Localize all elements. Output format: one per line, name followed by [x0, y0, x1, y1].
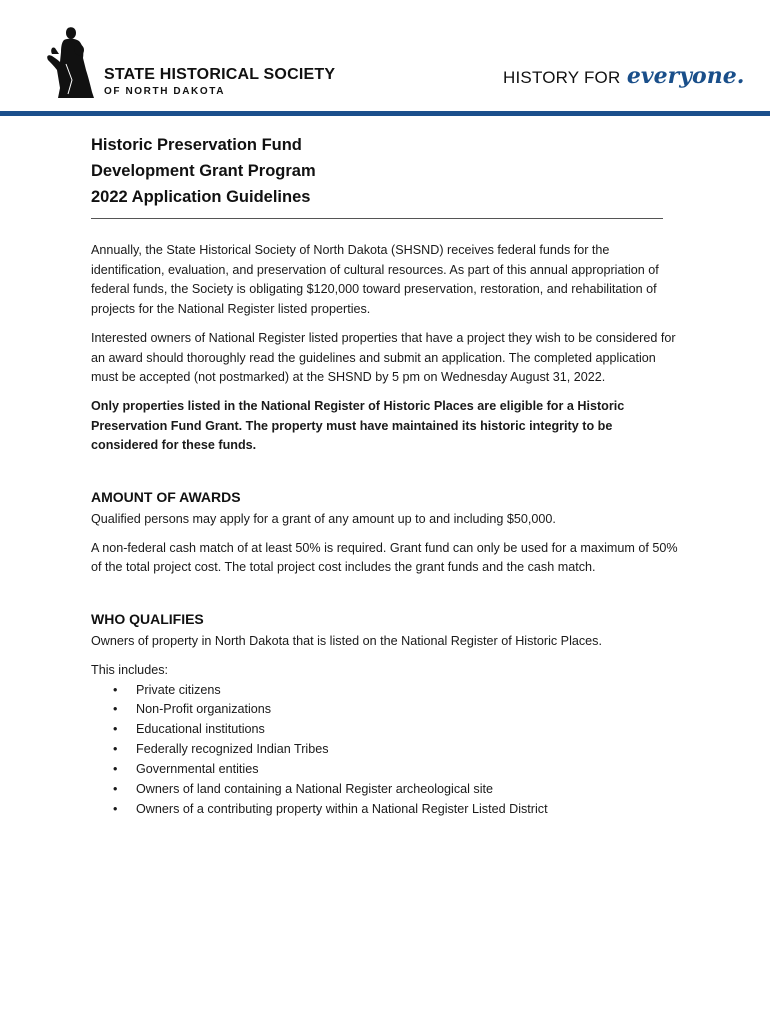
list-item-label: Owners of land containing a National Register archeological site	[136, 782, 494, 797]
title-line: Historic Preservation Fund	[91, 136, 302, 154]
bullet-icon: •	[113, 682, 118, 697]
amount-paragraph: A non-federal cash match of at least 50% is required. Grant fund can only be used for a maximum of 50% of the total project cost. The total project cost includes the grant funds and the cash match.	[91, 540, 678, 575]
list-item-label: Governmental entities	[136, 762, 259, 777]
list-item	[91, 700, 681, 720]
bullet-icon: •	[113, 782, 118, 797]
list-item-label: Private citizens	[136, 682, 221, 697]
list-intro: This includes:	[91, 662, 168, 677]
section-heading-amount: AMOUNT OF AWARDS	[91, 489, 241, 506]
bullet-icon: •	[113, 702, 118, 717]
bullet-icon: •	[113, 762, 118, 777]
intro-paragraph: Interested owners of National Register listed properties that have a project they wish to be considered for an award should thoroughly read the guidelines and submit an application. The completed application must be accepted (not postmarked) at the SHSND by 5 pm on Wednesday August 31, 2022.	[91, 330, 676, 385]
title-line: 2022 Application Guidelines	[91, 188, 311, 206]
tagline-script: everyone.	[626, 63, 745, 89]
title-divider	[91, 218, 663, 219]
list-item	[91, 740, 681, 760]
bullet-icon: •	[113, 801, 118, 816]
org-name: STATE HISTORICAL SOCIETY	[104, 66, 336, 83]
page-header	[0, 0, 770, 118]
bullet-icon: •	[113, 742, 118, 757]
title-line: Development Grant Program	[91, 162, 316, 180]
list-item-label: Educational institutions	[136, 722, 265, 737]
list-item	[91, 681, 681, 701]
document-body	[91, 132, 681, 820]
list-item-label: Owners of a contributing property within a National Register Listed District	[136, 801, 548, 816]
who-paragraph: Owners of property in North Dakota that is listed on the National Register of Historic Places.	[91, 634, 602, 649]
section-heading-who: WHO QUALIFIES	[91, 611, 204, 628]
intro-paragraph: Annually, the State Historical Society of North Dakota (SHSND) receives federal funds for the identification, evaluation, and preservation of cultural resources. As part of this annual appropriation of federal funds, the Society is obligating $120,000 toward preservation, restoration, and rehabilitation of projects for the National Register listed properties.	[91, 243, 659, 317]
qualifier-list	[91, 681, 681, 820]
header-divider	[0, 111, 770, 116]
list-item	[91, 760, 681, 780]
list-item	[91, 800, 681, 820]
list-item	[91, 720, 681, 740]
pioneer-mother-statue-icon	[42, 24, 102, 100]
list-item-label: Federally recognized Indian Tribes	[136, 742, 329, 757]
eligibility-notice: Only properties listed in the National Register of Historic Places are eligible for a Historic Preservation Fund Grant. The property must have maintained its historic integrity to be considered for these funds.	[91, 398, 625, 453]
tagline	[503, 63, 744, 89]
list-item	[91, 780, 681, 800]
amount-paragraph: Qualified persons may apply for a grant of any amount up to and including $50,000.	[91, 512, 556, 527]
document-title	[91, 132, 681, 210]
tagline-plain: HISTORY FOR	[503, 68, 621, 87]
org-subtitle: OF NORTH DAKOTA	[104, 86, 226, 97]
bullet-icon: •	[113, 722, 118, 737]
list-item-label: Non-Profit organizations	[136, 702, 272, 717]
